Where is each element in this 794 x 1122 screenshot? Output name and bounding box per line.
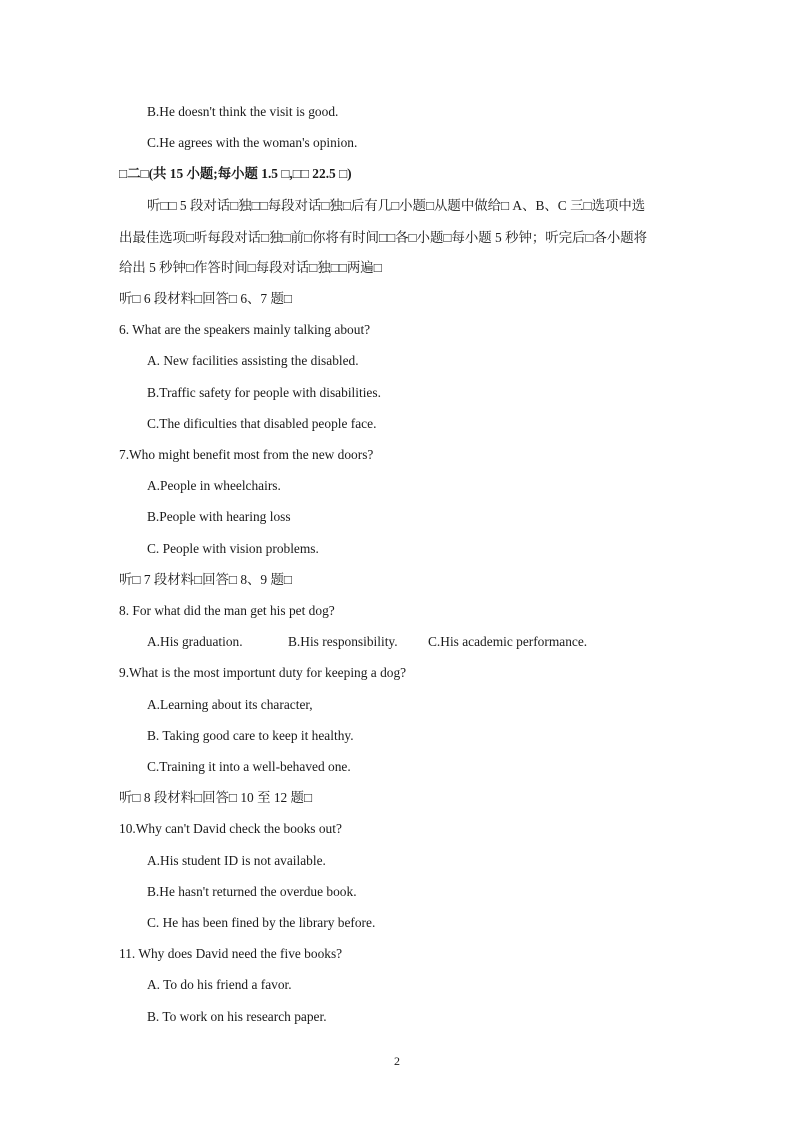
question-8: 8. For what did the man get his pet dog? <box>119 603 335 618</box>
passage-note: 听□ 6 段材料□回答□ 6、7 题□ <box>119 291 292 306</box>
option-text: A. To do his friend a favor. <box>147 977 292 992</box>
option-a: A.His graduation. <box>147 634 243 649</box>
instructions-line: 听□□ 5 段对话□独□□每段对话□独□后有几□小题□从题中做给□ A、B、C 三□选项中选 <box>147 198 646 213</box>
instructions-line: 出最佳选项□听每段对话□独□前□你将有时间□□各□小题□每小题 5 秒钟；听完后□各小题将 <box>119 230 648 245</box>
option-c: C.His academic performance. <box>428 634 588 649</box>
option-text: C. People with vision problems. <box>147 541 319 556</box>
question-11: 11. Why does David need the five books? <box>119 946 343 961</box>
option-text: B. To work on his research paper. <box>147 1009 327 1024</box>
option-text: C.The dificulties that disabled people face. <box>147 416 377 431</box>
option-b: B.His responsibility. <box>288 634 398 649</box>
section-heading: □二□(共 15 小题;每小题 1.5 □,□□ 22.5 □) <box>119 166 352 181</box>
option-text: C.Training it into a well-behaved one. <box>147 759 351 774</box>
option-text: B.He doesn't think the visit is good. <box>147 104 339 119</box>
option-text: B. Taking good care to keep it healthy. <box>147 728 354 743</box>
option-text: A.His student ID is not available. <box>147 853 326 868</box>
option-text: C. He has been fined by the library before. <box>147 915 376 930</box>
page-number: 2 <box>394 1054 400 1068</box>
option-text: B.People with hearing loss <box>147 509 291 524</box>
question-6: 6. What are the speakers mainly talking about? <box>119 322 371 337</box>
option-text: B.Traffic safety for people with disabilities. <box>147 385 381 400</box>
option-text: B.He hasn't returned the overdue book. <box>147 884 357 899</box>
question-10: 10.Why can't David check the books out? <box>119 821 342 836</box>
question-7: 7.Who might benefit most from the new doors? <box>119 447 374 462</box>
passage-note: 听□ 8 段材料□回答□ 10 至 12 题□ <box>119 790 313 805</box>
passage-note: 听□ 7 段材料□回答□ 8、9 题□ <box>119 572 292 587</box>
instructions-line: 给出 5 秒钟□作答时间□每段对话□独□□两遍□ <box>119 260 382 275</box>
option-text: A.Learning about its character, <box>147 697 313 712</box>
option-text: A.People in wheelchairs. <box>147 478 281 493</box>
option-text: C.He agrees with the woman's opinion. <box>147 135 358 150</box>
question-9: 9.What is the most importunt duty for keeping a dog? <box>119 665 407 680</box>
option-text: A. New facilities assisting the disabled. <box>147 353 359 368</box>
